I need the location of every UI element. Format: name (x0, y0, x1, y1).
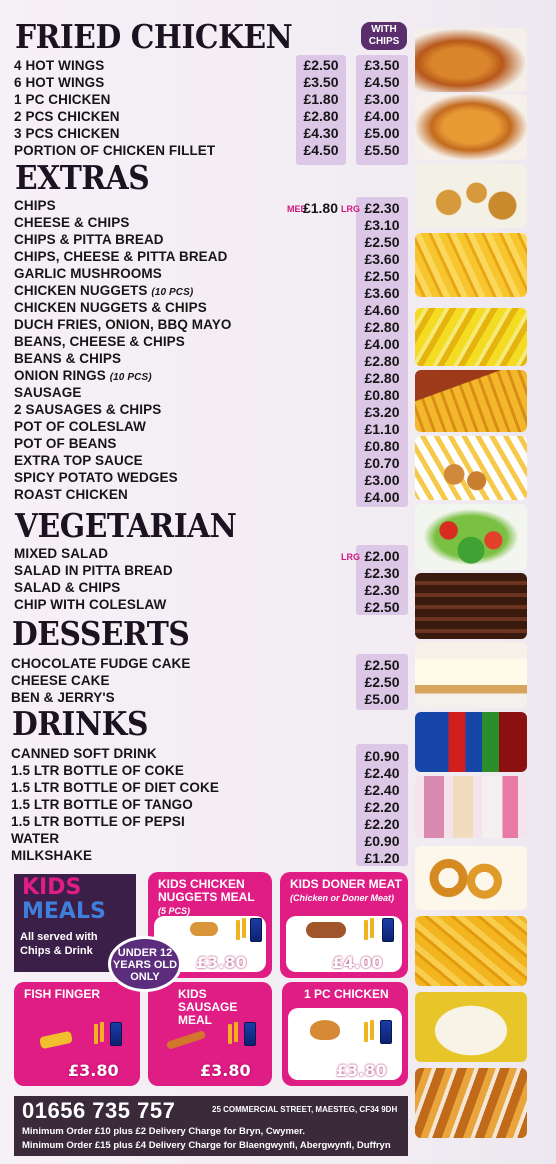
chicken-drumsticks-photo (415, 94, 527, 160)
price-with-chips: £3.00 (364, 91, 400, 107)
chocolate-fudge-cake-photo (415, 573, 527, 639)
price: £3.00 (364, 472, 400, 488)
with-chips-label: WITH CHIPS (361, 22, 407, 50)
kids-meal-price: £3.80 (200, 1061, 251, 1080)
price: £3.60 (364, 285, 400, 301)
chips-icon (364, 920, 368, 940)
menu-item: EXTRA TOP SAUCE (14, 453, 143, 468)
price: £3.10 (364, 217, 400, 233)
menu-item: 6 HOT WINGS (14, 75, 105, 90)
price: £0.80 (364, 438, 400, 454)
coleslaw-photo (415, 992, 527, 1062)
price: £4.00 (364, 336, 400, 352)
price: £2.20 (364, 799, 400, 815)
fries-photo (415, 916, 527, 986)
price-with-chips: £5.00 (364, 125, 400, 141)
price: £3.20 (364, 404, 400, 420)
price: £0.90 (364, 833, 400, 849)
chips-icon (242, 918, 246, 938)
chips-icon (370, 1020, 374, 1040)
price-with-chips: £5.50 (364, 142, 400, 158)
fried-chicken-wings-photo (415, 28, 527, 92)
price: £2.50 (364, 234, 400, 250)
menu-item: CHEESE CAKE (11, 673, 110, 688)
menu-item-note: (10 PCS) (109, 372, 152, 383)
section-title-fried-chicken: FRIED CHICKEN (15, 17, 293, 56)
chips-icon (364, 1022, 368, 1042)
menu-item-note: (10 PCS) (151, 287, 194, 298)
menu-item: 1.5 LTR BOTTLE OF COKE (11, 763, 184, 778)
menu-item: CHEESE & CHIPS (14, 215, 130, 230)
menu-item: SPICY POTATO WEDGES (14, 470, 178, 485)
menu-item: 4 HOT WINGS (14, 58, 105, 73)
price: £4.60 (364, 302, 400, 318)
fish-finger-icon (39, 1031, 73, 1049)
under-12-badge: UNDER 12 YEARS OLD ONLY (108, 936, 182, 992)
menu-item: DUCH FRIES, ONION, BBQ MAYO (14, 317, 232, 332)
price: £2.30 (364, 582, 400, 598)
menu-item: 1.5 LTR BOTTLE OF TANGO (11, 797, 193, 812)
chips-icon (370, 918, 374, 938)
drink-can-icon (110, 1022, 122, 1046)
price: £2.00 (364, 548, 400, 564)
cheesy-chips-photo (415, 308, 527, 366)
kids-meal-title: KIDS DONER MEAT (290, 877, 402, 891)
menu-item: 1.5 LTR BOTTLE OF PEPSI (11, 814, 185, 829)
price: £1.80 (303, 91, 339, 107)
section-title-desserts: DESSERTS (12, 614, 190, 653)
contact-footer (14, 1096, 408, 1156)
price: £0.90 (364, 748, 400, 764)
menu-item: MILKSHAKE (11, 848, 93, 863)
chips-icon (94, 1024, 98, 1044)
menu-item: GARLIC MUSHROOMS (14, 266, 162, 281)
menu-item-name: ONION RINGS (14, 368, 106, 383)
kids-meal-price: £3.80 (336, 1061, 387, 1080)
price: £2.40 (364, 782, 400, 798)
drink-can-icon (250, 918, 262, 942)
menu-item: 1 PC CHICKEN (14, 92, 111, 107)
menu-item: SALAD IN PITTA BREAD (14, 563, 173, 578)
kids-meal-card (14, 982, 140, 1086)
potato-wedges-photo (415, 1068, 527, 1138)
price: £1.10 (364, 421, 400, 437)
price-with-chips: £3.50 (364, 57, 400, 73)
menu-item: CHIPS, CHEESE & PITTA BREAD (14, 249, 228, 264)
price: £2.20 (364, 816, 400, 832)
menu-item: CHIPS (14, 198, 56, 213)
price: £2.50 (364, 599, 400, 615)
price: £0.80 (364, 387, 400, 403)
kids-meal-card (148, 982, 272, 1086)
price: £4.50 (303, 142, 339, 158)
nuggets-and-fries-photo (415, 436, 527, 500)
kids-meal-name: 1 PC CHICKEN (304, 987, 389, 1001)
price: £4.30 (303, 125, 339, 141)
menu-item: CHOCOLATE FUDGE CAKE (11, 656, 191, 671)
price: £2.80 (364, 370, 400, 386)
chips-icon (236, 920, 240, 940)
sausage-icon (166, 1030, 207, 1050)
kids-meal-note: (5 PCS) (158, 906, 191, 916)
menu-item: CANNED SOFT DRINK (11, 746, 157, 761)
kids-meal-name (158, 878, 272, 918)
price: £2.80 (364, 353, 400, 369)
section-title-extras: EXTRAS (15, 158, 150, 197)
milkshakes-photo (415, 776, 527, 838)
nuggets-icon (190, 922, 218, 936)
kids-meal-name (290, 878, 402, 905)
kids-meal-name: KIDS SAUSAGE MEAL (178, 987, 238, 1027)
price-with-chips: £4.50 (364, 74, 400, 90)
kids-title-line1: KIDS (22, 875, 82, 900)
delivery-info-line2: Minimum Order £15 plus £4 Delivery Charge for Blaengwynfi, Abergwynfi, Duffryn (22, 1140, 391, 1151)
price: £2.40 (364, 765, 400, 781)
mixed-salad-photo (415, 504, 527, 570)
menu-item: ROAST CHICKEN (14, 487, 128, 502)
section-title-vegetarian: VEGETARIAN (15, 506, 237, 545)
price: £3.60 (364, 251, 400, 267)
onion-rings-photo (415, 846, 527, 910)
size-label-lrg: LRG (341, 552, 360, 562)
menu-item: BEANS & CHIPS (14, 351, 122, 366)
menu-item: 1.5 LTR BOTTLE OF DIET COKE (11, 780, 219, 795)
kids-meal-card (282, 982, 408, 1086)
kids-meal-price: £3.80 (196, 953, 247, 972)
menu-item: WATER (11, 831, 60, 846)
kids-title-line2: MEALS (22, 899, 106, 924)
menu-item: BEN & JERRY'S (11, 690, 115, 705)
chips-photo (415, 233, 527, 297)
size-label-lrg: LRG (341, 204, 360, 214)
phone-number: 01656 735 757 (22, 1098, 176, 1123)
price: £2.30 (364, 565, 400, 581)
price-chips-med: £1.80 (302, 200, 339, 216)
address: 25 COMMERCIAL STREET, MAESTEG, CF34 9DH (212, 1105, 398, 1114)
delivery-info-line1: Minimum Order £10 plus £2 Delivery Charge for Bryn, Cwymer. (22, 1126, 305, 1137)
price: £2.50 (364, 674, 400, 690)
price: £2.50 (364, 657, 400, 673)
kids-meal-name: FISH FINGER (24, 987, 101, 1001)
price: £2.80 (303, 108, 339, 124)
size-label-med: MED (287, 204, 307, 214)
kids-meal-note: (Chicken or Doner Meat) (290, 893, 395, 903)
price: £2.50 (364, 268, 400, 284)
menu-item: SALAD & CHIPS (14, 580, 121, 595)
chips-icon (100, 1022, 104, 1042)
price: £2.30 (364, 200, 400, 216)
doner-meat-icon (306, 922, 346, 938)
menu-item: MIXED SALAD (14, 546, 109, 561)
kids-meal-title: KIDS CHICKEN NUGGETS MEAL (158, 877, 255, 904)
price-with-chips: £4.00 (364, 108, 400, 124)
price: £1.20 (364, 850, 400, 866)
menu-item: CHICKEN NUGGETS & CHIPS (14, 300, 207, 315)
chips-icon (234, 1022, 238, 1042)
chicken-nuggets-photo (415, 164, 527, 228)
menu-item: SAUSAGE (14, 385, 82, 400)
section-title-drinks: DRINKS (12, 704, 149, 743)
menu-item: CHIP WITH COLESLAW (14, 597, 167, 612)
price: £2.50 (303, 57, 339, 73)
menu-item: POT OF BEANS (14, 436, 117, 451)
menu-item: PORTION OF CHICKEN FILLET (14, 143, 216, 158)
price: £0.70 (364, 455, 400, 471)
drink-can-icon (244, 1022, 256, 1046)
menu-item: CHIPS & PITTA BREAD (14, 232, 164, 247)
price: £2.80 (364, 319, 400, 335)
drink-can-icon (380, 1020, 392, 1044)
menu-item: POT OF COLESLAW (14, 419, 146, 434)
menu-item-name: CHICKEN NUGGETS (14, 283, 148, 298)
menu-item: 2 SAUSAGES & CHIPS (14, 402, 162, 417)
sausage-and-chips-photo (415, 370, 527, 432)
cheese-cake-photo (415, 642, 527, 708)
chicken-drumstick-icon (310, 1020, 340, 1040)
price: £5.00 (364, 691, 400, 707)
menu-item: 2 PCS CHICKEN (14, 109, 120, 124)
soft-drink-cans-photo (415, 712, 527, 772)
kids-meal-price: £4.00 (332, 953, 383, 972)
menu-item: 3 PCS CHICKEN (14, 126, 120, 141)
price: £4.00 (364, 489, 400, 505)
kids-meal-card (280, 872, 408, 978)
kids-meal-price: £3.80 (68, 1061, 119, 1080)
price: £3.50 (303, 74, 339, 90)
chips-icon (228, 1024, 232, 1044)
kids-subtitle: All served with Chips & Drink (20, 931, 98, 957)
drink-can-icon (382, 918, 394, 942)
menu-item: BEANS, CHEESE & CHIPS (14, 334, 185, 349)
